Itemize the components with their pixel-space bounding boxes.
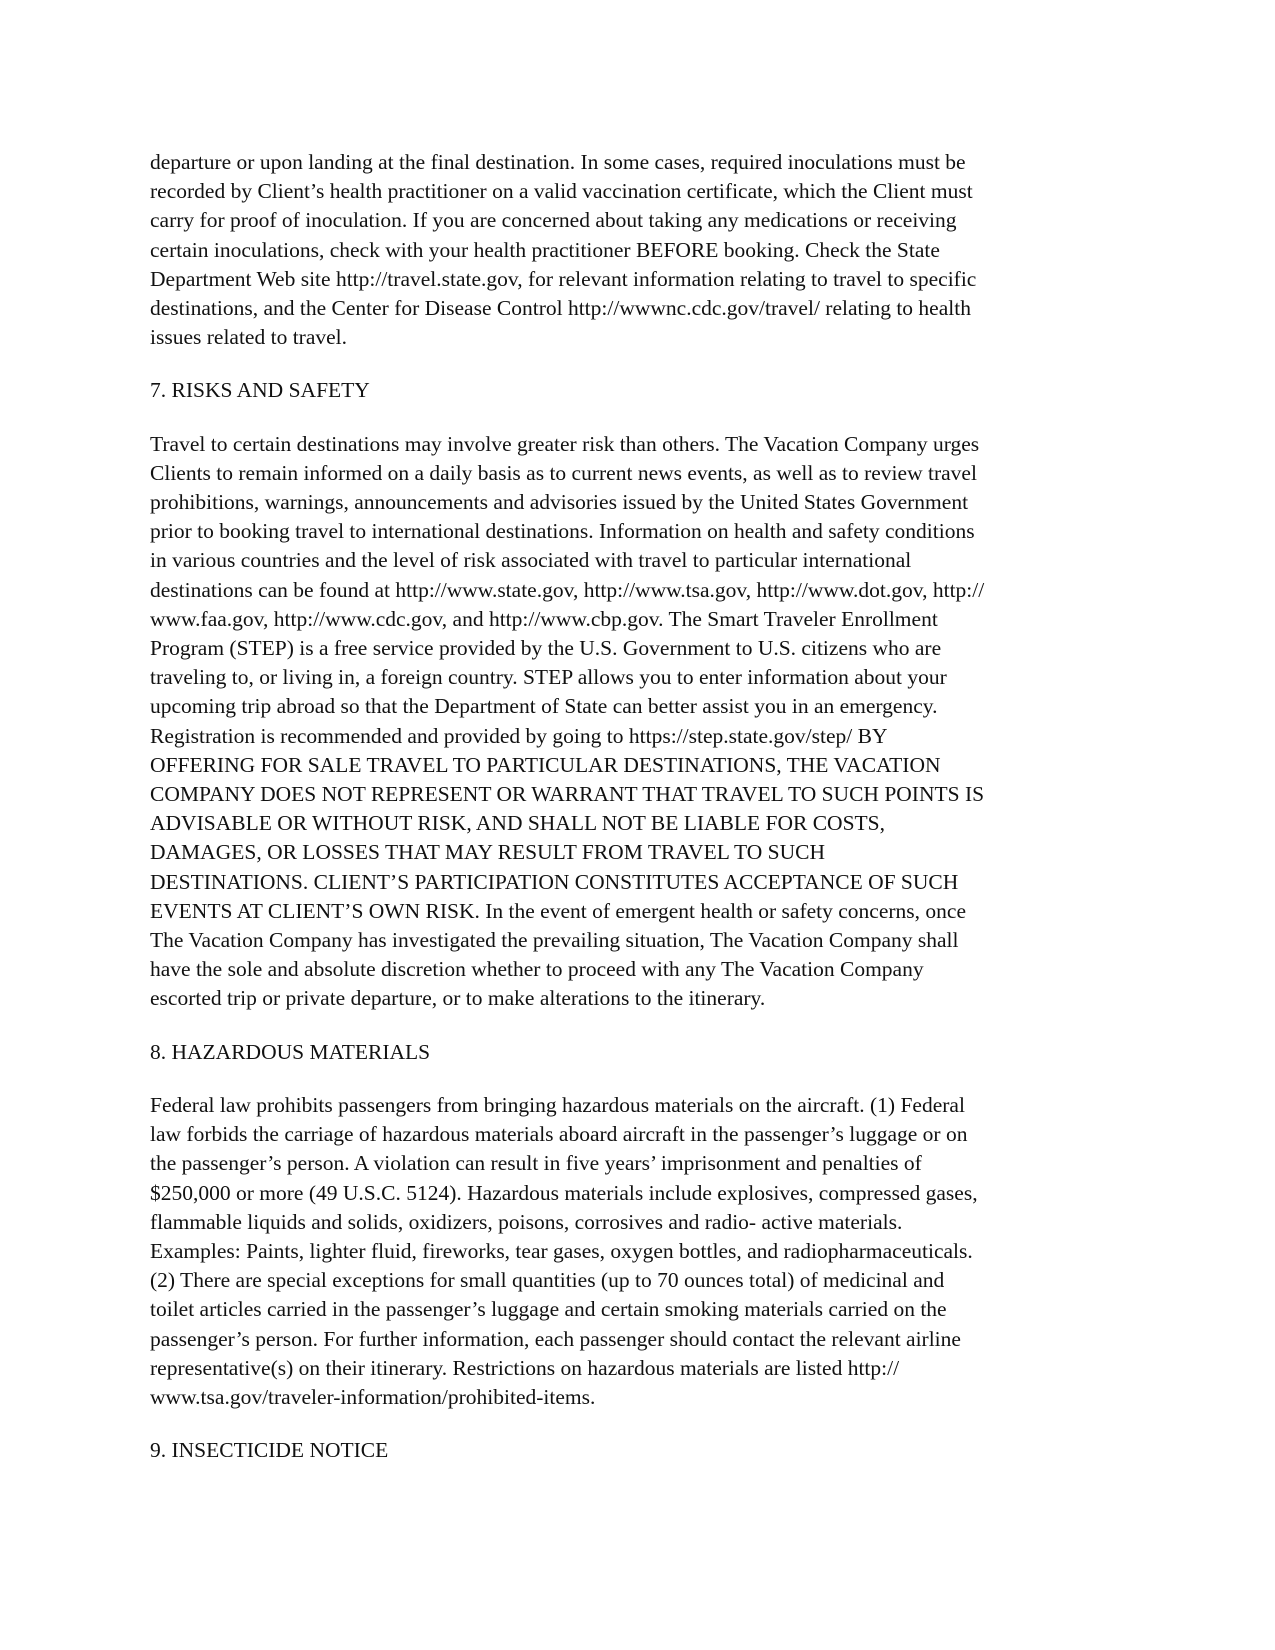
text-line: www.tsa.gov/traveler-information/prohibited-items.	[150, 1384, 596, 1409]
text-line: departure or upon landing at the final destination. In some cases, required inoculations must be	[150, 150, 966, 174]
text-line: $250,000 or more (49 U.S.C. 5124). Hazardous materials include explosives, compressed gases,	[150, 1180, 978, 1205]
text-line: Department Web site http://travel.state.gov, for relevant information relating to travel to specific	[150, 266, 977, 291]
text-line: escorted trip or private departure, or to make alterations to the itinerary.	[150, 986, 766, 1011]
text-line: in various countries and the level of risk associated with travel to particular international	[150, 548, 912, 573]
text-line: destinations can be found at http://www.state.gov, http://www.tsa.gov, http://www.dot.gov, http://	[150, 577, 985, 602]
text-line: DAMAGES, OR LOSSES THAT MAY RESULT FROM TRAVEL TO SUCH	[150, 840, 826, 865]
text-line: (2) There are special exceptions for small quantities (up to 70 ounces total) of medicinal and	[150, 1268, 945, 1293]
text-line: certain inoculations, check with your health practitioner BEFORE booking. Check the State	[150, 237, 940, 262]
text-line: Clients to remain informed on a daily basis as to current news events, as well as to review travel	[150, 460, 977, 485]
section-heading: 8. HAZARDOUS MATERIALS	[150, 1039, 431, 1064]
text-line: Examples: Paints, lighter fluid, fireworks, tear gases, oxygen bottles, and radiopharmaceuticals.	[150, 1238, 973, 1263]
text-line: Registration is recommended and provided by going to https://step.state.gov/step/ BY	[150, 723, 888, 748]
text-line: COMPANY DOES NOT REPRESENT OR WARRANT THAT TRAVEL TO SUCH POINTS IS	[150, 782, 985, 807]
text-line: recorded by Client’s health practitioner on a valid vaccination certificate, which the Client must	[150, 179, 973, 204]
text-line: Federal law prohibits passengers from bringing hazardous materials on the aircraft. (1) Federal	[150, 1092, 965, 1117]
text-line: have the sole and absolute discretion whether to proceed with any The Vacation Company	[150, 957, 924, 982]
text-line: upcoming trip abroad so that the Department of State can better assist you in an emergency.	[150, 694, 938, 719]
text-line: passenger’s person. For further information, each passenger should contact the relevant airline	[150, 1326, 961, 1351]
text-line: ADVISABLE OR WITHOUT RISK, AND SHALL NOT BE LIABLE FOR COSTS,	[150, 811, 886, 836]
text-line: The Vacation Company has investigated the prevailing situation, The Vacation Company shall	[150, 928, 959, 953]
text-line: representative(s) on their itinerary. Restrictions on hazardous materials are listed http://	[150, 1355, 900, 1380]
text-line: prior to booking travel to international destinations. Information on health and safety conditions	[150, 519, 975, 544]
body-paragraph	[150, 148, 1120, 352]
text-line: destinations, and the Center for Disease Control http://wwwnc.cdc.gov/travel/ relating to health	[150, 296, 971, 321]
text-line: EVENTS AT CLIENT’S OWN RISK. In the event of emergent health or safety concerns, once	[150, 898, 966, 923]
text-line: issues related to travel.	[150, 325, 348, 350]
text-line: traveling to, or living in, a foreign country. STEP allows you to enter information about your	[150, 665, 947, 690]
text-line: OFFERING FOR SALE TRAVEL TO PARTICULAR DESTINATIONS, THE VACATION	[150, 752, 941, 777]
text-line: the passenger’s person. A violation can result in five years’ imprisonment and penalties of	[150, 1151, 922, 1176]
text-line: Program (STEP) is a free service provided by the U.S. Government to U.S. citizens who are	[150, 636, 942, 661]
section-heading: 7. RISKS AND SAFETY	[150, 378, 370, 403]
text-line: www.faa.gov, http://www.cdc.gov, and http://www.cbp.gov. The Smart Traveler Enrollment	[150, 606, 938, 631]
text-line: carry for proof of inoculation. If you are concerned about taking any medications or receiving	[150, 208, 957, 233]
body-paragraph	[150, 430, 1120, 1014]
document-page	[150, 148, 1120, 1489]
text-line: toilet articles carried in the passenger’s luggage and certain smoking materials carried on the	[150, 1297, 947, 1322]
text-line: DESTINATIONS. CLIENT’S PARTICIPATION CONSTITUTES ACCEPTANCE OF SUCH	[150, 869, 959, 894]
text-line: prohibitions, warnings, announcements and advisories issued by the United States Government	[150, 490, 969, 515]
text-line: law forbids the carriage of hazardous materials aboard aircraft in the passenger’s luggage or on	[150, 1122, 968, 1147]
text-line: Travel to certain destinations may involve greater risk than others. The Vacation Company urges	[150, 431, 980, 456]
text-line: flammable liquids and solids, oxidizers, poisons, corrosives and radio- active materials.	[150, 1209, 903, 1234]
section-heading: 9. INSECTICIDE NOTICE	[150, 1438, 389, 1463]
body-paragraph	[150, 1091, 1120, 1412]
